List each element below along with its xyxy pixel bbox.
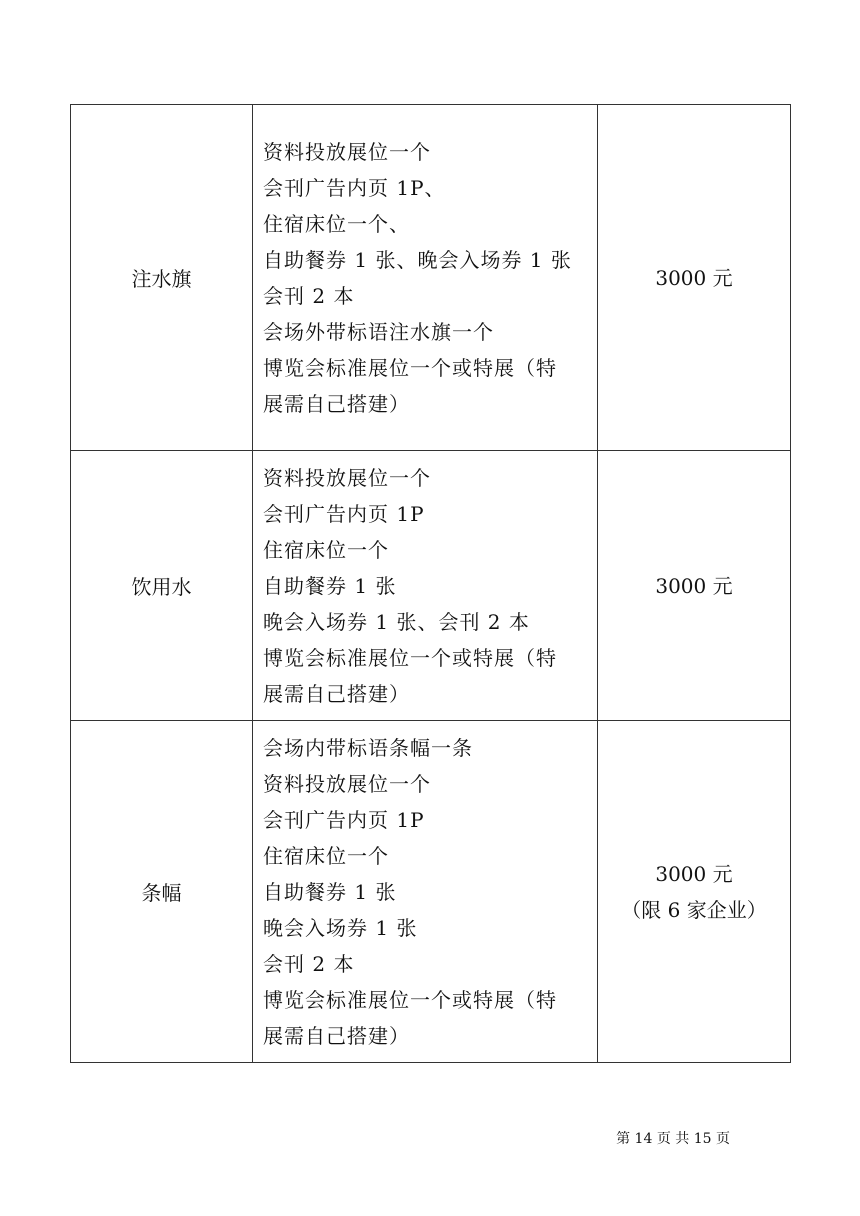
benefit-line: 会刊广告内页 1P [263,501,425,526]
benefit-line: 会场外带标语注水旗一个 [263,319,494,344]
sponsorship-table [70,104,791,1063]
sponsor-item-benefits [253,451,598,721]
benefit-line: 资料投放展位一个 [263,771,431,796]
sponsor-item-name: 注水旗 [71,105,253,451]
benefit-line: 会刊广告内页 1P [263,807,425,832]
benefit-line: 住宿床位一个 [263,537,389,562]
benefit-line: 住宿床位一个 [263,843,389,868]
benefit-line: 自助餐券 1 张 [263,879,397,904]
benefit-line: 自助餐券 1 张 [263,573,397,598]
table-body [71,105,791,1063]
benefit-line: 展需自己搭建） [263,391,410,416]
price-limit-note: （限 6 家企业） [621,897,767,922]
benefit-line: 会刊 2 本 [263,951,355,976]
price-line: 3000 元 [655,861,733,886]
price-line: 3000 元 [655,265,733,290]
benefit-line: 资料投放展位一个 [263,139,431,164]
sponsor-item-name: 条幅 [71,721,253,1063]
benefit-line: 展需自己搭建） [263,681,410,706]
benefit-line: 博览会标准展位一个或特展（特 [263,645,557,670]
sponsor-item-benefits [253,721,598,1063]
benefit-line: 会场内带标语条幅一条 [263,735,473,760]
benefit-line: 会刊 2 本 [263,283,355,308]
benefit-line: 展需自己搭建） [263,1023,410,1048]
table-row [71,721,791,1063]
benefit-line: 自助餐券 1 张、晚会入场券 1 张 [263,247,572,272]
page-number-footer: 第 14 页 共 15 页 [616,1131,730,1147]
benefit-line: 会刊广告内页 1P、 [263,175,446,200]
benefit-line: 晚会入场券 1 张、会刊 2 本 [263,609,530,634]
sponsor-item-price [598,105,791,451]
benefit-line: 晚会入场券 1 张 [263,915,418,940]
benefit-line: 住宿床位一个、 [263,211,410,236]
sponsor-item-price [598,451,791,721]
table-row [71,451,791,721]
sponsor-item-price [598,721,791,1063]
benefit-line: 资料投放展位一个 [263,465,431,490]
benefit-line: 博览会标准展位一个或特展（特 [263,355,557,380]
benefit-line: 博览会标准展位一个或特展（特 [263,987,557,1012]
price-line: 3000 元 [655,573,733,598]
table-row [71,105,791,451]
sponsor-item-benefits [253,105,598,451]
sponsor-item-name: 饮用水 [71,451,253,721]
